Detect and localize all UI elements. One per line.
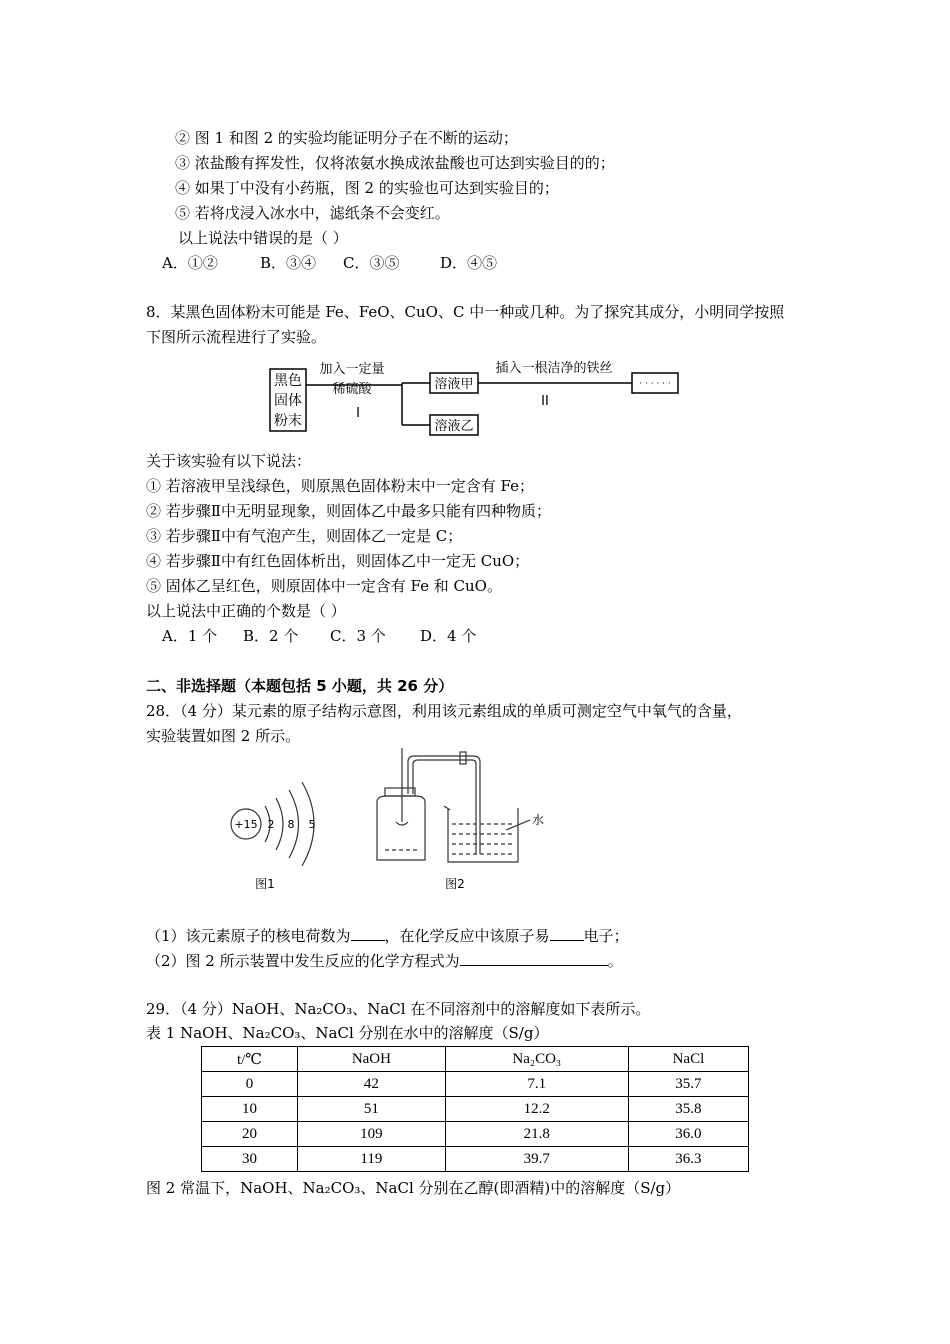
flow-step2-label: 插入一根洁净的铁丝	[495, 361, 613, 376]
table-cell: 36.3	[628, 1147, 748, 1172]
q8-option-a: A．1 个	[162, 627, 218, 645]
table-header: t/℃	[202, 1047, 298, 1072]
q28-blank-1[interactable]	[351, 925, 385, 941]
table-cell: 51	[298, 1097, 446, 1122]
q8-item-2: ② 若步骤Ⅱ中无明显现象，则固体乙中最多只能有四种物质；	[146, 502, 551, 520]
q7-item-3: ③ 浓盐酸有挥发性，仅将浓氨水换成浓盐酸也可达到实验目的的；	[175, 154, 615, 172]
q7-item-4: ④ 如果丁中没有小药瓶，图 2 的实验也可达到实验目的；	[175, 179, 559, 197]
table-header: NaCl	[628, 1047, 748, 1072]
table-cell: 30	[202, 1147, 298, 1172]
table-cell: 21.8	[445, 1122, 628, 1147]
flow-box-a-text: 溶液甲	[434, 377, 474, 392]
atom-nucleus-charge: +15	[234, 818, 258, 831]
q28-stem-line1: 28．（4 分）某元素的原子结构示意图，利用该元素组成的单质可测定空气中氧气的含量，	[146, 702, 742, 720]
table-cell: 42	[298, 1072, 446, 1097]
q29-table1-caption: 表 1 NaOH、Na₂CO₃、NaCl 分别在水中的溶解度（S/g）	[146, 1024, 549, 1042]
table-cell: 7.1	[445, 1072, 628, 1097]
table-row	[202, 1097, 749, 1122]
table-cell: 109	[298, 1122, 446, 1147]
table-row	[202, 1147, 749, 1172]
table-cell: 35.8	[628, 1097, 748, 1122]
q28-sub1-text-a: （1）该元素原子的核电荷数为	[146, 927, 351, 945]
flow-start-line2: 固体	[274, 393, 302, 409]
flow-step2-num: II	[541, 394, 549, 409]
q28-sub2	[146, 950, 623, 971]
q8-item-5: ⑤ 固体乙呈红色，则原固体中一定含有 Fe 和 CuO。	[146, 577, 502, 595]
q7-item-5: ⑤ 若将戊浸入冰水中，滤纸条不会变红。	[175, 204, 450, 222]
table-cell: 36.0	[628, 1122, 748, 1147]
q7-item-2: ② 图 1 和图 2 的实验均能证明分子在不断的运动；	[175, 129, 518, 147]
table-cell: 119	[298, 1147, 446, 1172]
flow-step1-num: I	[356, 406, 360, 421]
flow-step1-label1: 加入一定量	[319, 362, 385, 377]
q7-option-c: C．③⑤	[343, 254, 400, 272]
table-cell: 20	[202, 1122, 298, 1147]
flow-box-b-text: 溶液乙	[434, 419, 474, 434]
q28-sub1	[146, 925, 629, 946]
q28-figures	[220, 742, 560, 897]
atom-diagram	[231, 782, 316, 866]
fig1-caption: 图1	[255, 877, 275, 891]
q8-stem-line1: 8．某黑色固体粉末可能是 Fe、FeO、CuO、C 中一种或几种。为了探究其成分，小明同学按照	[146, 303, 785, 321]
table-row	[202, 1122, 749, 1147]
apparatus-diagram	[377, 748, 530, 862]
q8-option-d: D．4 个	[420, 627, 477, 645]
q7-option-d: D．④⑤	[440, 254, 498, 272]
q8-option-b: B．2 个	[243, 627, 299, 645]
q28-blank-2[interactable]	[550, 925, 584, 941]
q28-stem-line2: 实验装置如图 2 所示。	[146, 727, 301, 745]
q8-question: 以上说法中正确的个数是（ ）	[146, 602, 346, 620]
atom-shell-3: 5	[308, 818, 316, 831]
flow-start-line1: 黑色	[274, 373, 302, 389]
table-cell: 35.7	[628, 1072, 748, 1097]
q29-fig2-caption: 图 2 常温下，NaOH、Na₂CO₃、NaCl 分别在乙醇(即酒精)中的溶解度（S/g）	[146, 1179, 681, 1197]
table-cell: 12.2	[445, 1097, 628, 1122]
table-row	[202, 1072, 749, 1097]
solubility-table	[201, 1046, 749, 1172]
q7-option-a: A．①②	[162, 254, 218, 272]
water-label: 水	[532, 813, 545, 827]
table-header: NaOH	[298, 1047, 446, 1072]
q8-flow-diagram	[262, 355, 687, 440]
q8-item-1: ① 若溶液甲呈浅绿色，则原黑色固体粉末中一定含有 Fe；	[146, 477, 535, 495]
flow-start-line3: 粉末	[274, 413, 302, 429]
q8-option-c: C．3 个	[330, 627, 386, 645]
q28-sub1-text-b: ，在化学反应中该原子易	[384, 927, 550, 945]
table-header: Na₂CO₃	[445, 1047, 628, 1072]
table-cell: 39.7	[445, 1147, 628, 1172]
q7-question: 以上说法中错误的是（ ）	[178, 229, 348, 247]
q8-item-4: ④ 若步骤Ⅱ中有红色固体析出，则固体乙中一定无 CuO；	[146, 552, 530, 570]
atom-shell-1: 2	[267, 818, 275, 831]
q28-sub1-text-c: 电子；	[583, 927, 629, 945]
table-cell: 0	[202, 1072, 298, 1097]
q29-stem: 29．（4 分）NaOH、Na₂CO₃、NaCl 在不同溶剂中的溶解度如下表所示。	[146, 1000, 651, 1018]
q8-stem-line2: 下图所示流程进行了实验。	[146, 328, 327, 346]
flow-end-text: · · · · · ·	[639, 379, 671, 389]
section2-title: 二、非选择题（本题包括 5 小题，共 26 分）	[146, 677, 454, 695]
q28-sub2-text-b: 。	[607, 952, 623, 970]
q28-sub2-text-a: （2）图 2 所示装置中发生反应的化学方程式为	[146, 952, 460, 970]
table-header-row	[202, 1047, 749, 1072]
table-cell: 10	[202, 1097, 298, 1122]
flow-step1-label2: 稀硫酸	[332, 382, 372, 397]
fig2-caption: 图2	[445, 877, 465, 891]
q8-intro: 关于该实验有以下说法：	[146, 452, 312, 470]
q8-item-3: ③ 若步骤Ⅱ中有气泡产生，则固体乙一定是 C；	[146, 527, 463, 545]
atom-shell-2: 8	[287, 818, 295, 831]
q7-option-b: B．③④	[260, 254, 317, 272]
q28-blank-3[interactable]	[460, 950, 608, 966]
